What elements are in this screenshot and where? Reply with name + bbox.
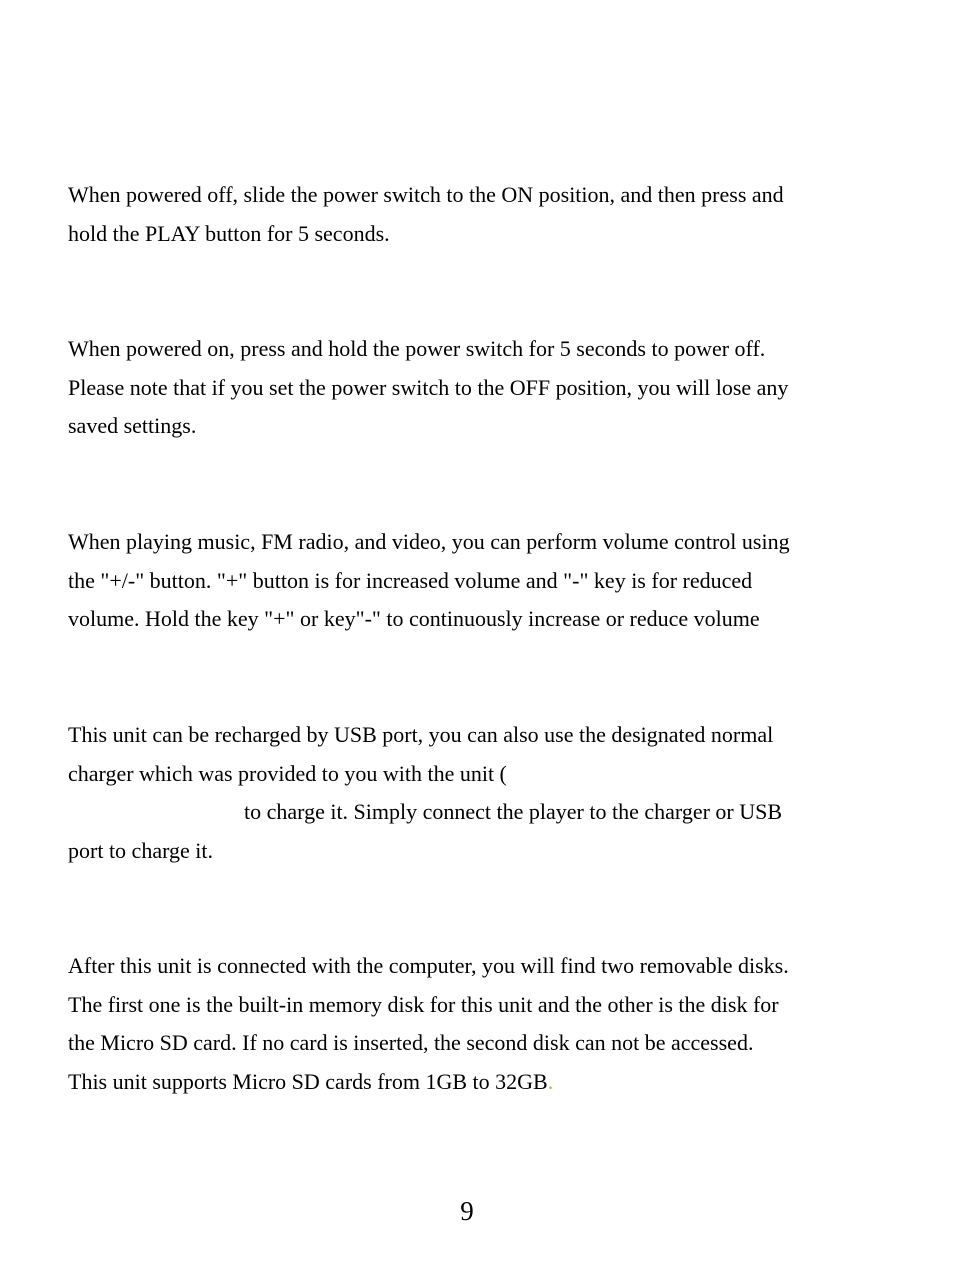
text-line: port to charge it. bbox=[68, 837, 213, 863]
text-line: When playing music, FM radio, and video, you can perform volume control using bbox=[68, 529, 790, 554]
text-line-content: This unit supports Micro SD cards from 1GB to 32GB bbox=[68, 1068, 548, 1094]
paragraph-power-off bbox=[68, 330, 888, 446]
text-line-last bbox=[68, 1063, 888, 1102]
page-number: 9 bbox=[460, 1196, 474, 1226]
paragraph-storage bbox=[68, 947, 888, 1101]
text-line: When powered off, slide the power switch to the ON position, and then press and bbox=[68, 182, 784, 207]
paragraph-power-on bbox=[68, 176, 888, 253]
text-line: to charge it. Simply connect the player to the charger or USB bbox=[244, 799, 783, 825]
text-line: This unit can be recharged by USB port, you can also use the designated normal bbox=[68, 722, 774, 747]
paragraph-charging bbox=[68, 716, 888, 870]
text-line: After this unit is connected with the computer, you will find two removable disks. bbox=[68, 953, 789, 978]
text-line: Please note that if you set the power switch to the OFF position, you will lose any bbox=[68, 374, 789, 400]
text-line: When powered on, press and hold the power switch for 5 seconds to power off. bbox=[68, 336, 766, 361]
text-line: the Micro SD card. If no card is inserted, the second disk can not be accessed. bbox=[68, 1030, 754, 1056]
accent-period: . bbox=[547, 1068, 554, 1094]
text-line: hold the PLAY button for 5 seconds. bbox=[68, 220, 390, 246]
paragraph-volume bbox=[68, 523, 888, 639]
text-line: charger which was provided to you with the unit ( bbox=[68, 760, 507, 786]
text-line: the "+/-" button. "+" button is for increased volume and "-" key is for reduced bbox=[68, 567, 753, 593]
text-line: volume. Hold the key "+" or key"-" to continuously increase or reduce volume bbox=[68, 606, 760, 632]
text-line: The first one is the built-in memory disk for this unit and the other is the disk for bbox=[68, 991, 779, 1017]
text-line: saved settings. bbox=[68, 413, 197, 439]
